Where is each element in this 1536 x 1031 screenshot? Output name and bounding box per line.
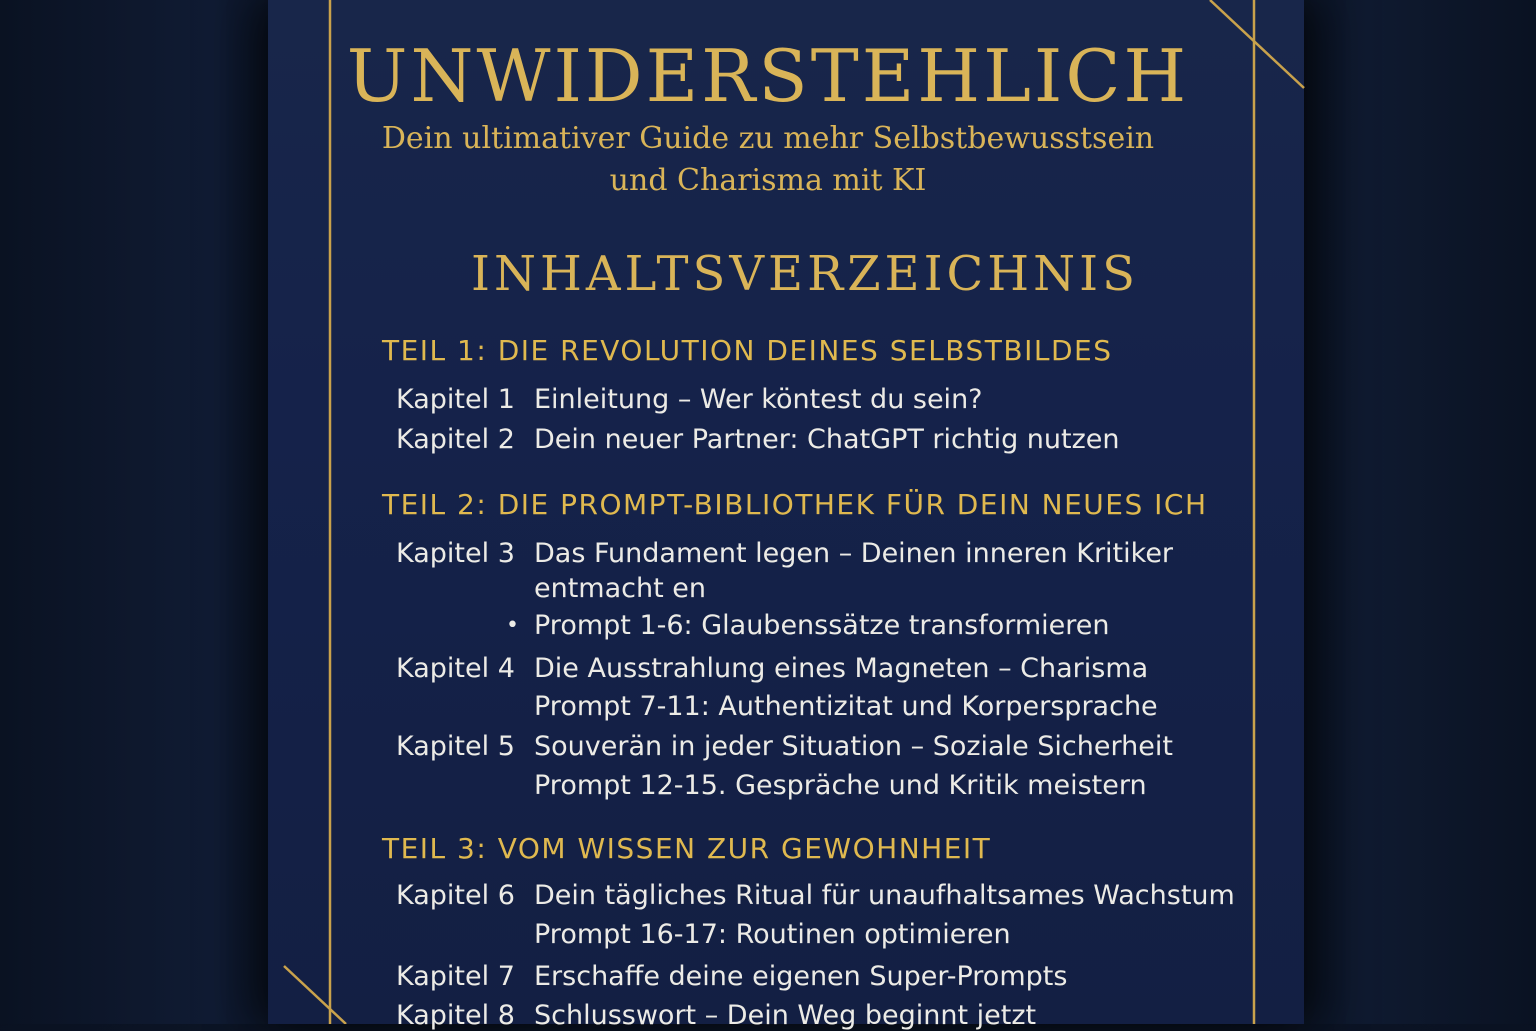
- chapter-3-prompt: Prompt 1-6: Glaubenssätze transformieren: [534, 610, 1110, 641]
- chapter-3-label: Kapitel 3: [396, 538, 515, 569]
- subtitle-line-1: Dein ultimativer Guide zu mehr Selbstbewusstsein: [381, 121, 1155, 156]
- chapter-4-title: Die Ausstrahlung eines Magneten – Charisma: [534, 653, 1149, 684]
- chapter-7-label: Kapitel 7: [396, 961, 515, 992]
- chapter-2-title: Dein neuer Partner: ChatGPT richtig nutzen: [534, 424, 1120, 455]
- chapter-1-title: Einleitung – Wer köntest du sein?: [534, 384, 983, 415]
- chapter-2-label: Kapitel 2: [396, 424, 515, 455]
- subtitle-line-2: und Charisma mit KI: [609, 163, 927, 198]
- chapter-4-prompt: Prompt 7-11: Authentizitat und Korpersprache: [534, 691, 1158, 722]
- chapter-5-title: Souverän in jeder Situation – Soziale Sicherheit: [534, 731, 1173, 762]
- chapter-3-title-line-1: Das Fundament legen – Deinen inneren Kritiker: [534, 538, 1174, 569]
- toc-heading: INHALTSVERZEICHNIS: [471, 246, 1139, 302]
- chapter-6-prompt: Prompt 16-17: Routinen optimieren: [534, 919, 1011, 950]
- chapter-6-label: Kapitel 6: [396, 880, 515, 911]
- book-subtitle: [0, 118, 1536, 202]
- part-3-title: TEIL 3: VOM WISSEN ZUR GEWOHNHEIT: [382, 832, 992, 865]
- chapter-8-label: Kapitel 8: [396, 1000, 515, 1031]
- part-1-title: TEIL 1: DIE REVOLUTION DEINES SELBSTBILDES: [382, 334, 1113, 367]
- chapter-6-title: Dein tägliches Ritual für unaufhaltsames Wachstum: [534, 880, 1235, 911]
- chapter-1-label: Kapitel 1: [396, 384, 515, 415]
- chapter-8-title: Schlusswort – Dein Weg beginnt jetzt: [534, 1000, 1037, 1031]
- part-2-title: TEIL 2: DIE PROMPT-BIBLIOTHEK FÜR DEIN NEUES ICH: [382, 488, 1208, 521]
- chapter-5-label: Kapitel 5: [396, 731, 515, 762]
- chapter-3-title-line-2: entmacht en: [534, 573, 707, 604]
- chapter-4-label: Kapitel 4: [396, 653, 515, 684]
- chapter-7-title: Erschaffe deine eigenen Super-Prompts: [534, 961, 1068, 992]
- book-title: UNWIDERSTEHLICH: [346, 34, 1190, 118]
- bullet-icon: •: [506, 613, 519, 638]
- chapter-5-prompt: Prompt 12-15. Gespräche und Kritik meistern: [534, 770, 1147, 801]
